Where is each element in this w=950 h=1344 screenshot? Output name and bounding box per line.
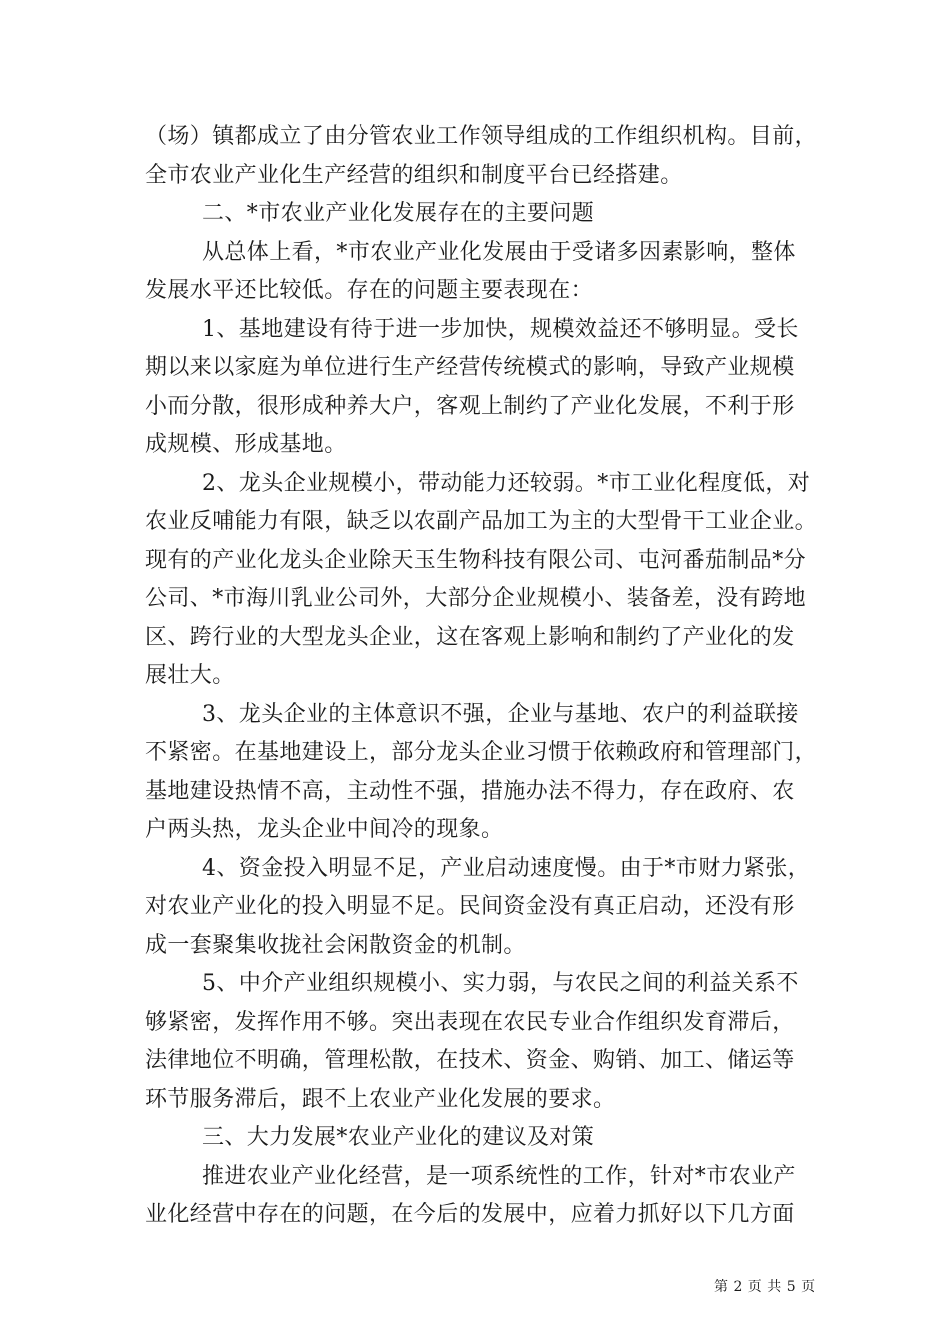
- text-line: 发展水平还比较低。存在的问题主要表现在：: [145, 278, 594, 303]
- page-number: 第 2 页 共 5 页: [714, 1279, 816, 1295]
- text-line: 三、大力发展*农业产业化的建议及对策: [202, 1125, 595, 1150]
- text-line: 农业反哺能力有限，缺乏以农副产品加工为主的大型骨干工业企业。: [145, 509, 818, 534]
- text-line: 1、基地建设有待于进一步加快，规模效益还不够明显。受长: [202, 316, 799, 342]
- text-line: （场）镇都成立了由分管农业工作领导组成的工作组织机构。目前，: [145, 124, 818, 149]
- text-line: 区、跨行业的大型龙头企业，这在客观上影响和制约了产业化的发: [145, 624, 795, 650]
- text-line: 全市农业产业化生产经营的组织和制度平台已经搭建。: [145, 162, 683, 188]
- text-line: 小而分散，很形成种养大户，客观上制约了产业化发展，不利于形: [145, 393, 795, 419]
- text-line: 成一套聚集收拢社会闲散资金的机制。: [145, 932, 526, 958]
- text-line: 业化经营中存在的问题，在今后的发展中，应着力抓好以下几方面: [145, 1202, 795, 1227]
- text-line: 4、资金投入明显不足，产业启动速度慢。由于*市财力紧张，: [202, 855, 811, 881]
- text-line: 从总体上看，*市农业产业化发展由于受诸多因素影响，整体: [202, 239, 796, 265]
- text-line: 2、龙头企业规模小，带动能力还较弱。*市工业化程度低，对: [202, 470, 811, 496]
- text-line: 二、*市农业产业化发展存在的主要问题: [202, 201, 595, 226]
- text-line: 现有的产业化龙头企业除天玉生物科技有限公司、屯河番茄制品*分: [145, 547, 807, 573]
- text-line: 成规模、形成基地。: [145, 432, 347, 457]
- document-body: [145, 118, 818, 1235]
- text-line: 不紧密。在基地建设上，部分龙头企业习惯于依赖政府和管理部门，: [145, 740, 818, 765]
- text-line: 法律地位不明确，管理松散，在技术、资金、购销、加工、储运等: [145, 1048, 795, 1073]
- text-line: 推进农业产业化经营，是一项系统性的工作，针对*市农业产: [202, 1163, 796, 1189]
- text-line: 5、中介产业组织规模小、实力弱，与农民之间的利益关系不: [202, 971, 799, 996]
- text-line: 户两头热，龙头企业中间冷的现象。: [145, 817, 504, 842]
- text-line: 环节服务滞后，跟不上农业产业化发展的要求。: [145, 1086, 616, 1112]
- text-line: 对农业产业化的投入明显不足。民间资金没有真正启动，还没有形: [145, 894, 795, 919]
- text-line: 基地建设热情不高，主动性不强，措施办法不得力，存在政府、农: [145, 778, 795, 804]
- text-line: 够紧密，发挥作用不够。突出表现在农民专业合作组织发育滞后，: [145, 1009, 795, 1035]
- text-line: 期以来以家庭为单位进行生产经营传统模式的影响，导致产业规模: [145, 355, 795, 380]
- text-line: 公司、*市海川乳业公司外，大部分企业规模小、装备差，没有跨地: [145, 586, 807, 611]
- text-line: 3、龙头企业的主体意识不强，企业与基地、农户的利益联接: [202, 701, 799, 727]
- text-line: 展壮大。: [145, 663, 235, 688]
